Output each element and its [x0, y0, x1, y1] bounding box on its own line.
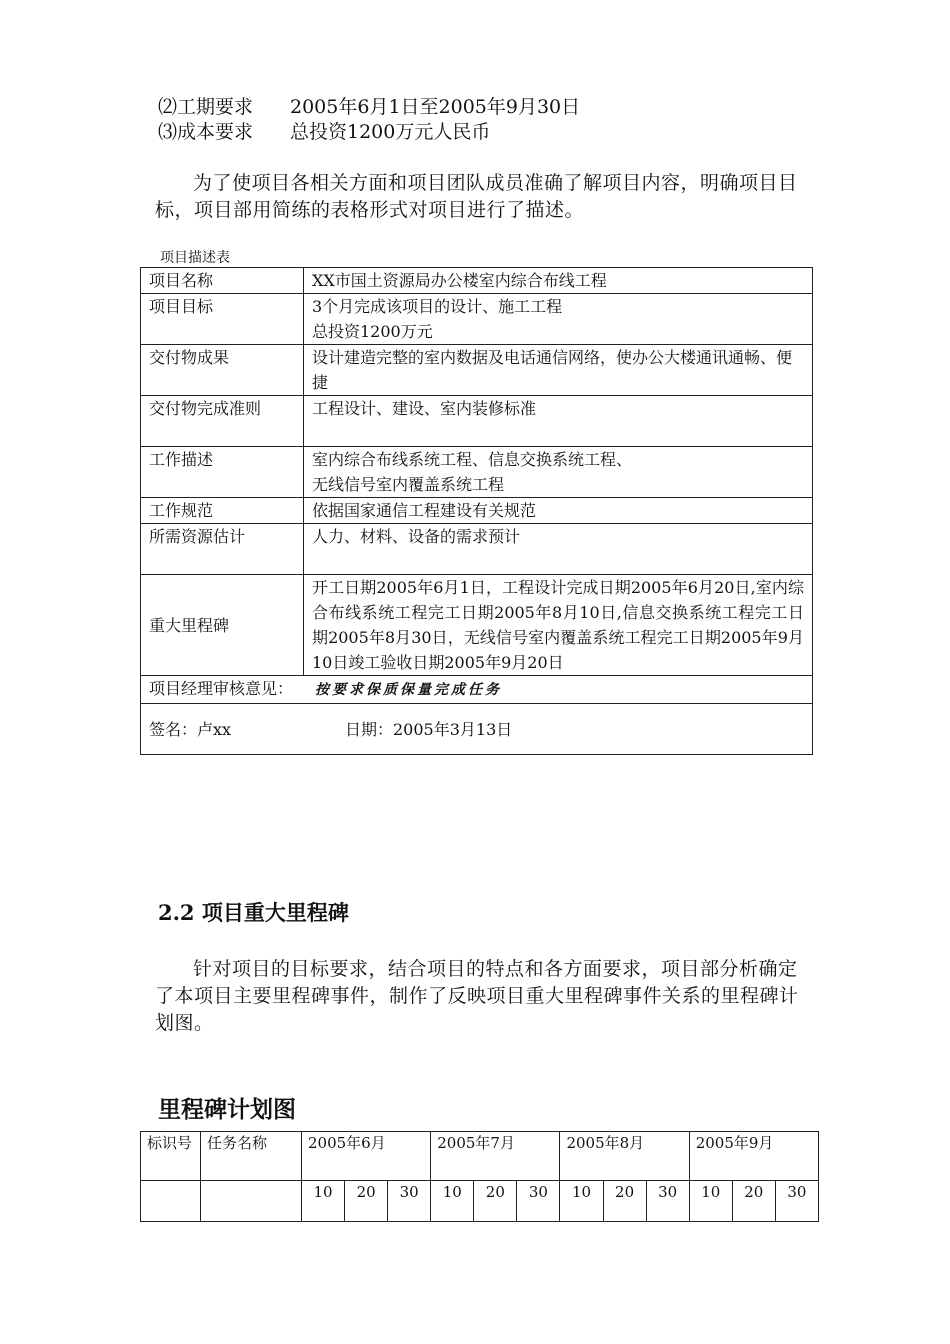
row-value: 人力、材料、设备的需求预计 — [304, 524, 813, 575]
day-cell: 10 — [560, 1181, 603, 1222]
section-paragraph: 针对项目的目标要求，结合项目的特点和各方面要求，项目部分析确定了本项目主要里程碑事件，制作了反映项目重大里程碑事件关系的里程碑计划图。 — [155, 958, 799, 1034]
table-row — [141, 345, 813, 396]
section-heading-wrap — [158, 897, 349, 927]
month-header: 2005年6月 — [302, 1132, 431, 1181]
signature: 签名：卢xx — [149, 719, 232, 739]
row-value: 室内综合布线系统工程、信息交换系统工程、 无线信号室内覆盖系统工程 — [304, 447, 813, 498]
row-key: 工作描述 — [141, 447, 304, 498]
plan-heading: 里程碑计划图 — [158, 1097, 296, 1123]
empty-cell — [201, 1181, 302, 1222]
empty-cell — [141, 1181, 201, 1222]
row-key: 项目名称 — [141, 268, 304, 294]
table-row — [141, 396, 813, 447]
row-key: 所需资源估计 — [141, 524, 304, 575]
day-cell: 20 — [603, 1181, 646, 1222]
requirement-value: 2005年6月1日至2005年9月30日 — [290, 96, 581, 118]
table-row — [141, 524, 813, 575]
review-label: 项目经理审核意见： — [149, 679, 294, 698]
requirement-value: 总投资1200万元人民币 — [290, 121, 491, 143]
review-stamp: 按要求保质保量完成任务 — [315, 682, 503, 698]
requirement-line — [158, 94, 580, 120]
day-cell: 10 — [689, 1181, 732, 1222]
row-key: 项目目标 — [141, 294, 304, 345]
table-caption: 项目描述表 — [160, 250, 230, 266]
day-cell: 30 — [775, 1181, 818, 1222]
table-row — [141, 498, 813, 524]
table-row — [141, 447, 813, 498]
row-value: 设计建造完整的室内数据及电话通信网络，使办公大楼通讯通畅、便捷 — [304, 345, 813, 396]
row-key: 重大里程碑 — [141, 575, 304, 676]
day-cell: 30 — [517, 1181, 560, 1222]
requirement-line — [158, 119, 490, 145]
col-task-header: 任务名称 — [201, 1132, 302, 1181]
review-cell — [141, 676, 813, 704]
month-header: 2005年7月 — [431, 1132, 560, 1181]
requirement-label: ⑶成本要求 — [158, 121, 254, 143]
day-cell: 10 — [302, 1181, 345, 1222]
intro-paragraph: 为了使项目各相关方面和项目团队成员准确了解项目内容，明确项目目标，项目部用简练的表格形式对项目进行了描述。 — [155, 172, 798, 221]
requirement-label: ⑵工期要求 — [158, 96, 254, 118]
review-row — [141, 676, 813, 704]
row-key: 工作规范 — [141, 498, 304, 524]
day-cell: 20 — [345, 1181, 388, 1222]
plan-heading-wrap — [158, 1091, 296, 1124]
month-header: 2005年9月 — [689, 1132, 818, 1181]
day-cell: 30 — [388, 1181, 431, 1222]
row-value: 3个月完成该项目的设计、施工工程 总投资1200万元 — [304, 294, 813, 345]
signature-row — [141, 704, 813, 755]
day-cell: 20 — [732, 1181, 775, 1222]
milestone-table — [140, 1131, 819, 1222]
row-key: 交付物完成准则 — [141, 396, 304, 447]
section-heading: 2.2 项目重大里程碑 — [158, 900, 349, 925]
row-value: 开工日期2005年6月1日，工程设计完成日期2005年6月20日,室内综合布线系统工程完工日期2005年8月10日,信息交换系统工程完工日期2005年8月30日，无线信号室内覆盖系统工程完工日期2005年9月10日竣工验收日期2005年9月20日 — [304, 575, 813, 676]
sign-date: 日期：2005年3月13日 — [345, 719, 513, 739]
signature-cell — [141, 704, 813, 755]
day-cell: 10 — [431, 1181, 474, 1222]
row-key: 交付物成果 — [141, 345, 304, 396]
day-row — [141, 1181, 819, 1222]
table-row — [141, 575, 813, 676]
table-row — [141, 294, 813, 345]
row-value: 工程设计、建设、室内装修标准 — [304, 396, 813, 447]
project-description-table — [140, 267, 813, 755]
row-value: 依据国家通信工程建设有关规范 — [304, 498, 813, 524]
table-row — [141, 268, 813, 294]
col-id-header: 标识号 — [141, 1132, 201, 1181]
table-header-row — [141, 1132, 819, 1181]
row-value: XX市国土资源局办公楼室内综合布线工程 — [304, 268, 813, 294]
day-cell: 30 — [646, 1181, 689, 1222]
day-cell: 20 — [474, 1181, 517, 1222]
month-header: 2005年8月 — [560, 1132, 689, 1181]
